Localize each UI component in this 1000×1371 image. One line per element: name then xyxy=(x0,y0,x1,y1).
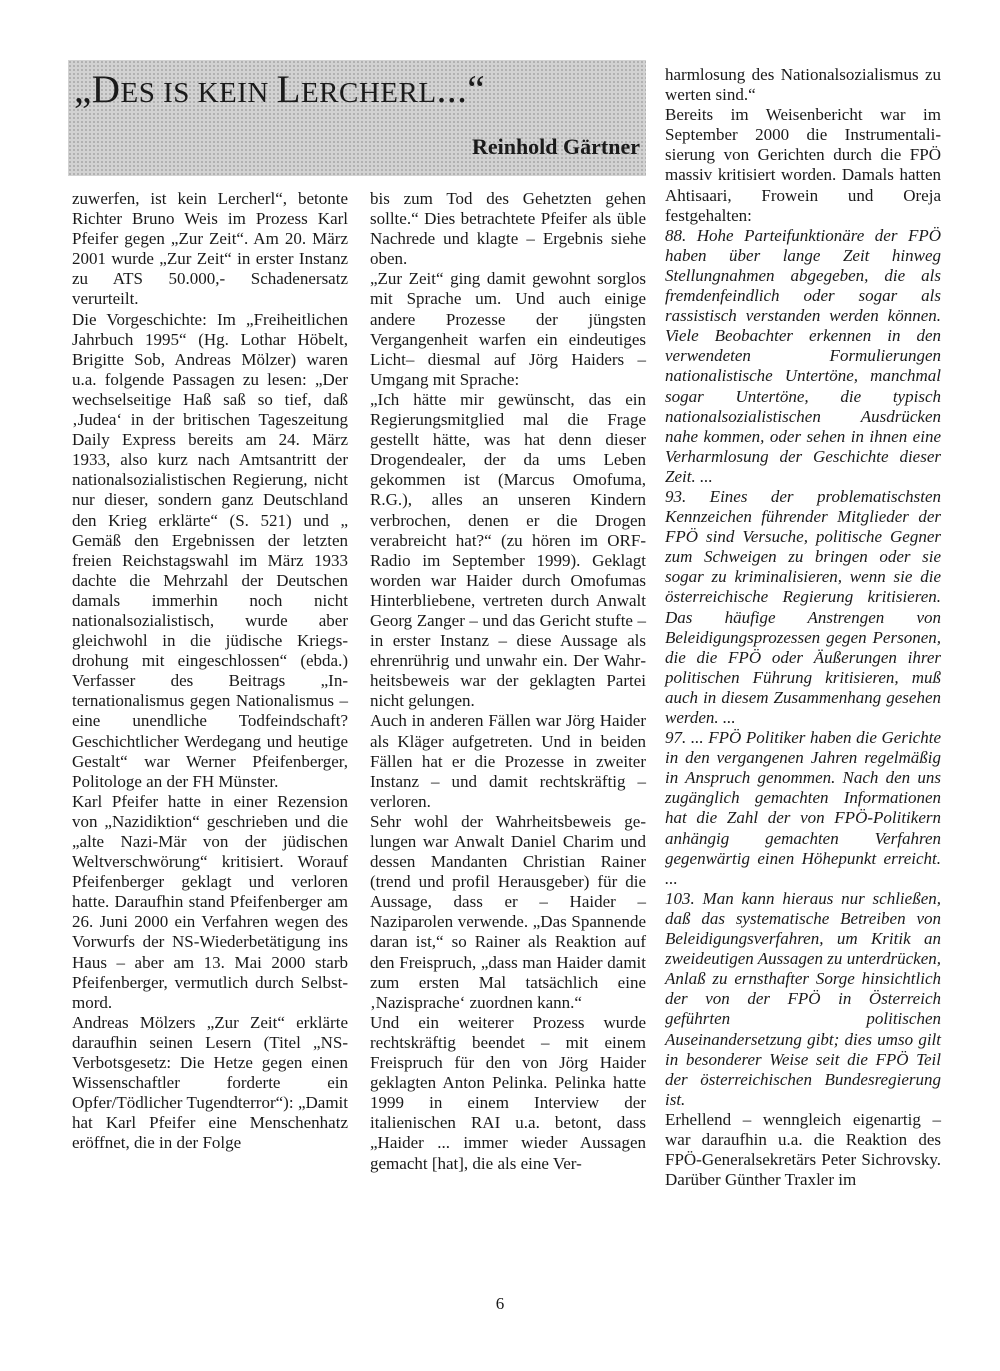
report-quote: 97. ... FPÖ Politiker haben die Gerichte in den vergangenen Jahren regelmäßig in Anspruch genommen. Nach den uns zugänglich gemachten Informationen hat die Zahl der von FPÖ-Politikern anhängig gemachten Verfahren gegenwärtig einen Höhepunkt erreicht. ... xyxy=(665,728,941,888)
paragraph: bis zum Tod des Gehetzten gehen sollte.“ Dies betrachtete Pfeifer als üble Nachrede und klagte – Ergebnis siehe oben. xyxy=(370,189,646,269)
paragraph: „Zur Zeit“ ging damit gewohnt sorglos mit Sprache um. Und auch einige andere Prozesse der jüngsten Vergangenheit warfen ein eindeutiges Licht– diesmal auf Jörg Haiders – Umgang mit Sprache: xyxy=(370,269,646,389)
text-column-1 xyxy=(72,189,348,1154)
article-author: Reinhold Gärtner xyxy=(471,134,640,159)
paragraph: Auch in anderen Fällen war Jörg Haider als Kläger aufgetreten. Und in beiden Fällen hat er die Prozesse in zweiter Instanz – und damit rechtskräftig – verloren. xyxy=(370,711,646,811)
report-quote: 93. Eines der problematischsten Kennzeichen führender Mitglieder der FPÖ sind Versuche, politische Gegner zum Schweigen zu bringen oder sie sogar zu kriminalisieren, wenn sie die österreichische Regierung kritisieren. Das häufige Anstrengen von Beleidigungsprozessen gegen Personen, die die FPÖ oder Äußerungen ihrer politischen Führung kritisieren, muß auch in diesem Zusammenhang gesehen werden. ... xyxy=(665,486,941,727)
paragraph: Und ein weiterer Prozess wurde rechtskräftig beendet – mit einem Freispruch für den von Jörg Haider geklagten Anton Pelinka. Pelinka hatte 1999 in einem Interview der italienischen RAI u.a. betont, dass „Haider ... immer wieder Aussagen gemacht [hat], die als eine Ver- xyxy=(370,1012,646,1173)
paragraph: „Ich hätte mir gewünscht, das ein Regierungsmitglied mal die Frage gestellt hätte, was hat denn dieser Drogendealer, der da ums Leben gekommen ist (Marcus Omofuma, R.G.), alles an unseren Kindern verbrochen, denen er die Drogen verabreicht hat?“ (zu hören im ORF-Radio im September 1999). Geklagt worden war Haider durch Omofumas Hinterbliebene, vertreten durch Anwalt Georg Zanger – und das Gericht stufte – in erster Instanz – diese Aussage als ehrenrührig und unwahr ein. Der Wahrheitsbeweis war der geklagten Partei nicht gelungen. xyxy=(370,389,646,711)
article-title: „DES IS KEIN LERCHERL...“ xyxy=(74,68,486,111)
report-quote: 103. Man kann hieraus nur schließen, daß das systematische Betreiben von Beleidigungsverfahren, um Kritik an zweideutigen Aussagen zu unterdrücken, Anlaß zu ernsthafter Sorge hinsichtlich der von der FPÖ in Österreich geführten politischen Auseinandersetzung gibt; dies umso gilt in besonderer Weise seit die FPÖ Teil der österreichischen Bundesregierung ist. xyxy=(665,888,941,1109)
paragraph: Die Vorgeschichte: Im „Freiheitlichen Jahrbuch 1995“ (Hg. Lothar Höbelt, Brigitte Sob, Andreas Mölzer) waren u.a. folgende Passagen zu lesen: „Der wechselseitige Haß saß so tief, daß ‚Judea‘ in der britischen Tageszeitung Daily Express bereits am 24. März 1933, also kurz nach Amtsantritt der nationalsozialistischen Regierung, nicht nur dieser, sondern ganz Deutschland den Krieg erklärte“ (S. 521) und „ Gemäß den Ergebnissen der letzten freien Reichstagswahl im März 1933 dachte die Mehrzahl der Deutschen damals immerhin noch nicht nationalsozialistisch, wurde aber gleichwohl in die jüdische Kriegsdrohung mit eingeschlossen“ (ebda.) Verfasser des Beitrags „Internationalismus gegen Nationalismus – eine unendliche Todfeindschaft? Geschichtlicher Werdegang und heutige Gestalt“ war Werner Pfeifenberger, Politologe an der FH Münster. xyxy=(72,309,348,791)
text-column-2 xyxy=(370,189,646,1174)
paragraph: Andreas Mölzers „Zur Zeit“ erklärte daraufhin seinen Lesern (Titel „NS-Verbotsgesetz: Die Hetze gegen einen Wissenschaftler forderte ein Opfer/Tödlicher Tugendterror“): „Damit hat Karl Pfeifer eine Menschenhatz eröffnet, die in der Folge xyxy=(72,1012,348,1153)
paragraph: Bereits im Weisenbericht war im September 2000 die Instrumentalisierung von Gerichten durch die FPÖ massiv kritisiert worden. Damals hatten Ahtisaari, Frowein und Oreja festgehalten: xyxy=(665,105,941,225)
paragraph: Erhellend – wenngleich eigenartig – war daraufhin u.a. die Reaktion des FPÖ-Generalsekretärs Peter Sichrovsky. Darüber Günther Traxler im xyxy=(665,1109,941,1190)
page-number: 6 xyxy=(495,1294,505,1313)
report-quote: 88. Hohe Parteifunktionäre der FPÖ haben über lange Zeit hinweg Stellungnahmen abgegeben, die als fremdenfeindlich oder sogar als rassistisch verstanden werden können. Viele Beobachter erkennen in den verwendeten Formulierungen nationalistische Untertöne, manchmal sogar Untertöne, die typisch nationalsozialistischen Ausdrücken nahe kommen, oder sehen in ihnen eine Verharmlosung der Geschichte dieser Zeit. ... xyxy=(665,225,941,486)
paragraph: zuwerfen, ist kein Lercherl“, betonte Richter Bruno Weis im Prozess Karl Pfeifer gegen „Zur Zeit“. Am 20. März 2001 wurde „Zur Zeit“ in erster Instanz zu ATS 50.000,- Schadenersatz verurteilt. xyxy=(72,189,348,309)
paragraph: Karl Pfeifer hatte in einer Rezension von „Nazidiktion“ geschrieben und die „alte Nazi-Mär von der jüdischen Weltverschwörung“ kritisiert. Worauf Pfeifenberger geklagt und verloren hatte. Daraufhin stand Pfeifenberger am 26. Juni 2000 ein Verfahren wegen des Vorwurfs der NS-Wiederbetätigung ins Haus – aber am 13. Mai 2000 starb Pfeifenberger, vermutlich durch Selbstmord. xyxy=(72,791,348,1012)
paragraph: Sehr wohl der Wahrheitsbeweis gelungen war Anwalt Daniel Charim und dessen Mandanten Christian Rainer (trend und profil Herausgeber) für die Aussage, dass er – Haider – Naziparolen verwende. „Das Spannende daran ist,“ so Rainer als Reaktion auf den Freispruch, „dass man Haider damit zum ersten Mal tatsächlich eine ‚Nazisprache‘ zuordnen kann.“ xyxy=(370,811,646,1012)
text-column-3 xyxy=(665,65,941,1190)
paragraph: harmlosung des Nationalsozialismus zu werten sind.“ xyxy=(665,65,941,105)
